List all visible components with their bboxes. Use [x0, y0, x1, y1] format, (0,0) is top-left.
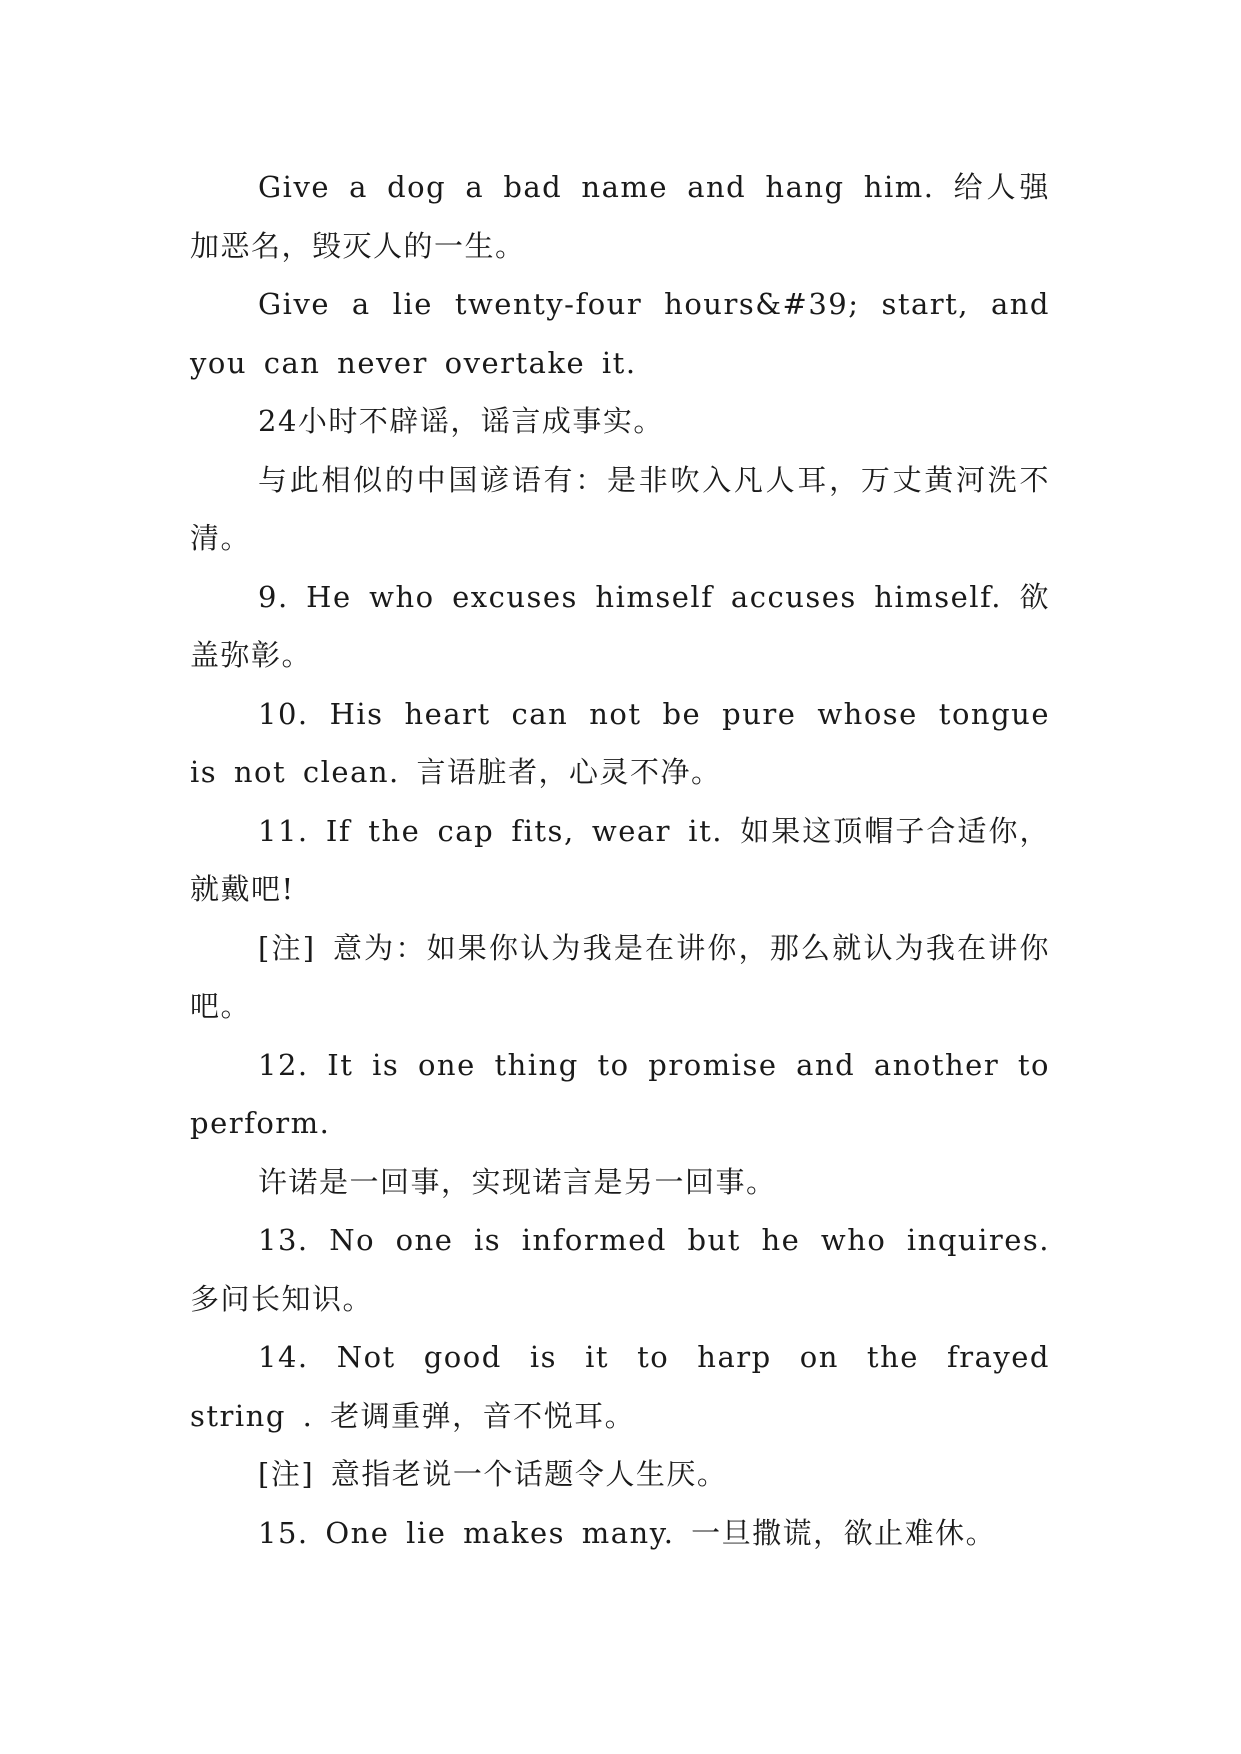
paragraph: 与此相似的中国谚语有：是非吹入凡人耳，万丈黄河洗不清。 — [190, 462, 1050, 555]
paragraph: 12. It is one thing to promise and another to perform. — [190, 1047, 1050, 1140]
paragraph: 10. His heart can not be pure whose tongue is not clean. 言语脏者，心灵不净。 — [190, 696, 1050, 789]
document-body — [190, 158, 1050, 1562]
paragraph: [注] 意指老说一个话题令人生厌。 — [258, 1457, 728, 1491]
paragraph: 14. Not good is it to harp on the frayed string . 老调重弹，音不悦耳。 — [190, 1340, 1050, 1433]
paragraph: 11. If the cap fits, wear it. 如果这顶帽子合适你，就戴吧! — [190, 813, 1050, 906]
paragraph: [注] 意为：如果你认为我是在讲你，那么就认为我在讲你吧。 — [190, 930, 1050, 1023]
paragraph: 15. One lie makes many. 一旦撒谎，欲止难休。 — [258, 1515, 997, 1550]
paragraph: Give a lie twenty-four hours&#39; start, and you can never overtake it. — [190, 287, 1050, 380]
paragraph: 13. No one is informed but he who inquires. 多问长知识。 — [190, 1223, 1050, 1316]
paragraph: 24小时不辟谣，谣言成事实。 — [258, 404, 664, 438]
paragraph: Give a dog a bad name and hang him. 给人强加恶名，毁灭人的一生。 — [190, 170, 1050, 263]
paragraph: 许诺是一回事，实现诺言是另一回事。 — [258, 1164, 777, 1199]
paragraph: 9. He who excuses himself accuses himself. 欲盖弥彰。 — [190, 579, 1050, 672]
